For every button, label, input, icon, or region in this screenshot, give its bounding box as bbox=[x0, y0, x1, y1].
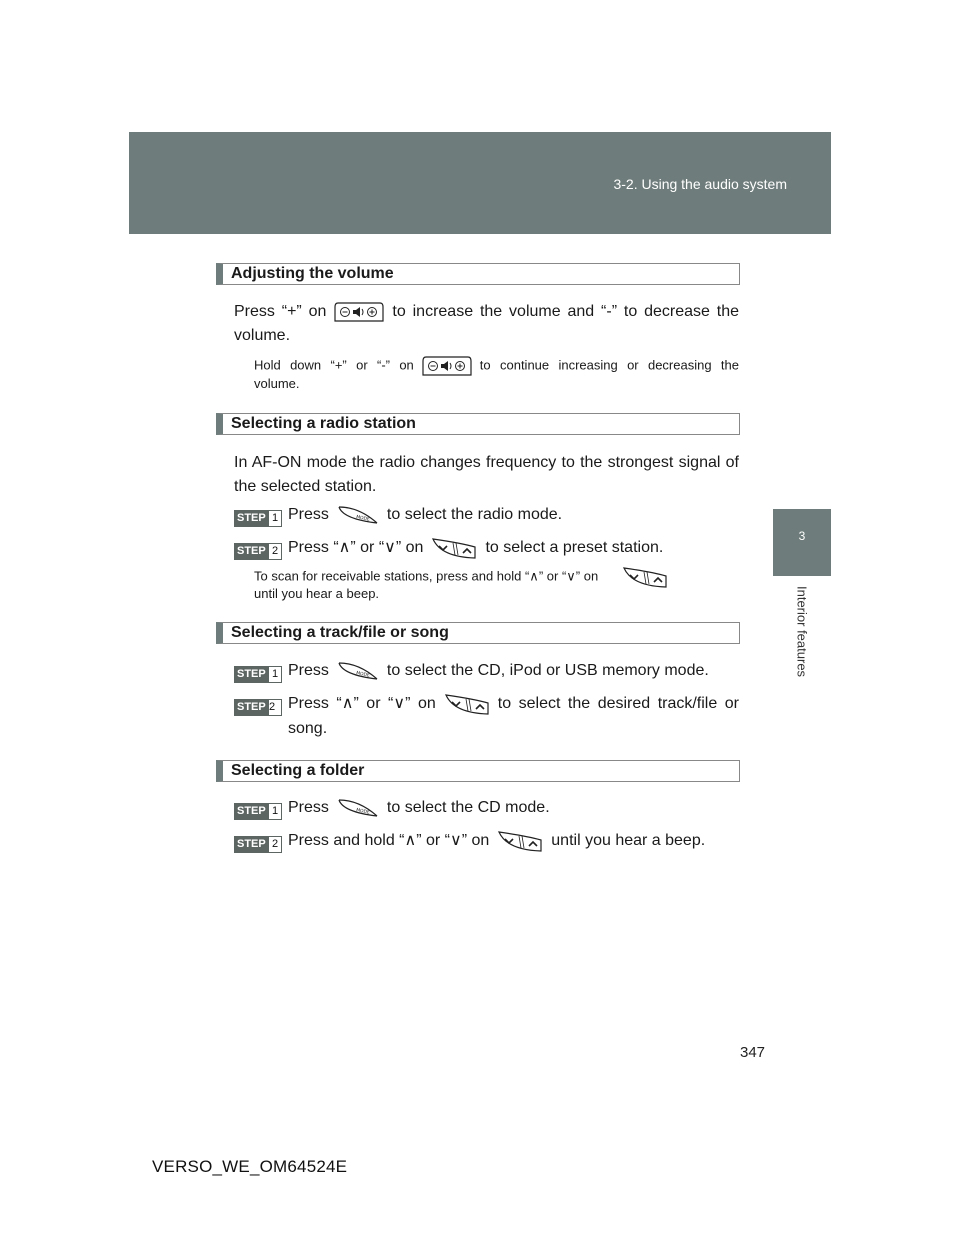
folder-step-2-text-b: until you hear a beep. bbox=[551, 832, 706, 849]
step-2-badge: STEP 2 bbox=[234, 836, 282, 853]
step-2-badge: STEP 2 bbox=[234, 543, 282, 560]
seek-down-up-icon bbox=[497, 830, 543, 852]
mode-button-icon bbox=[337, 798, 379, 818]
section-heading-track: Selecting a track/file or song bbox=[216, 622, 740, 644]
footer-document-code: VERSO_WE_OM64524E bbox=[152, 1157, 348, 1176]
volume-note-a: Hold down “+” or “-” on bbox=[254, 357, 414, 373]
volume-paragraph-cont: volume. bbox=[234, 327, 291, 344]
track-step-1-text-a: Press bbox=[288, 662, 329, 679]
step-1-badge: STEP 1 bbox=[234, 803, 282, 820]
seek-down-up-icon bbox=[444, 693, 490, 715]
radio-step-1-text-a: Press bbox=[288, 506, 329, 523]
mode-button-icon bbox=[337, 505, 379, 525]
step-1-badge: STEP 1 bbox=[234, 510, 282, 527]
folder-step-1-text-b: to select the CD mode. bbox=[386, 799, 550, 816]
page-number: 347 bbox=[740, 1044, 766, 1061]
volume-minus-plus-icon bbox=[334, 301, 384, 323]
volume-text-a: Press “+” on bbox=[234, 303, 327, 320]
volume-note bbox=[254, 355, 739, 377]
track-step-1 bbox=[234, 659, 739, 683]
section-heading-radio: Selecting a radio station bbox=[216, 413, 740, 435]
radio-step-2-text-b: to select a preset station. bbox=[485, 539, 664, 556]
volume-paragraph bbox=[234, 300, 739, 324]
step-2-badge: STEP 2 bbox=[234, 699, 282, 716]
mode-button-icon bbox=[337, 661, 379, 681]
track-step-2-text-b: to select the desired track/file or bbox=[497, 695, 740, 712]
radio-paragraph: In AF-ON mode the radio changes frequency to the strongest signal of the selected station. bbox=[234, 454, 739, 495]
volume-minus-plus-icon bbox=[422, 355, 472, 377]
radio-step-1 bbox=[234, 503, 739, 527]
radio-note-cont: until you hear a beep. bbox=[254, 586, 380, 601]
track-step-2-cont: song. bbox=[288, 720, 328, 737]
radio-note-a: To scan for receivable stations, press and hold “∧” or “∨” on bbox=[254, 568, 599, 584]
folder-step-2 bbox=[234, 829, 739, 853]
folder-step-1 bbox=[234, 796, 739, 820]
step-1-badge: STEP 1 bbox=[234, 666, 282, 683]
radio-step-2 bbox=[234, 536, 739, 560]
folder-step-1-text-a: Press bbox=[288, 799, 329, 816]
chapter-number: 3 bbox=[798, 529, 806, 543]
section-heading-volume: Adjusting the volume bbox=[216, 263, 740, 285]
chapter-tab bbox=[773, 509, 831, 576]
volume-note-cont: volume. bbox=[254, 376, 300, 391]
volume-note-b: to continue increasing or decreasing the bbox=[479, 357, 739, 373]
section-heading-folder: Selecting a folder bbox=[216, 760, 740, 782]
track-step-2 bbox=[234, 692, 739, 716]
chapter-label: Interior features bbox=[794, 586, 810, 678]
track-step-1-text-b: to select the CD, iPod or USB memory mode. bbox=[386, 662, 709, 679]
seek-down-up-icon bbox=[431, 537, 477, 559]
folder-step-2-text-a: Press and hold “∧” or “∨” on bbox=[288, 832, 490, 849]
track-step-2-text-a: Press “∧” or “∨” on bbox=[288, 695, 436, 712]
radio-step-2-text-a: Press “∧” or “∨” on bbox=[288, 539, 424, 556]
header-section-title: 3-2. Using the audio system bbox=[613, 176, 787, 192]
header-band bbox=[129, 132, 831, 234]
radio-step-1-text-b: to select the radio mode. bbox=[386, 506, 563, 523]
volume-text-b: to increase the volume and “-” to decrease the bbox=[392, 303, 739, 320]
